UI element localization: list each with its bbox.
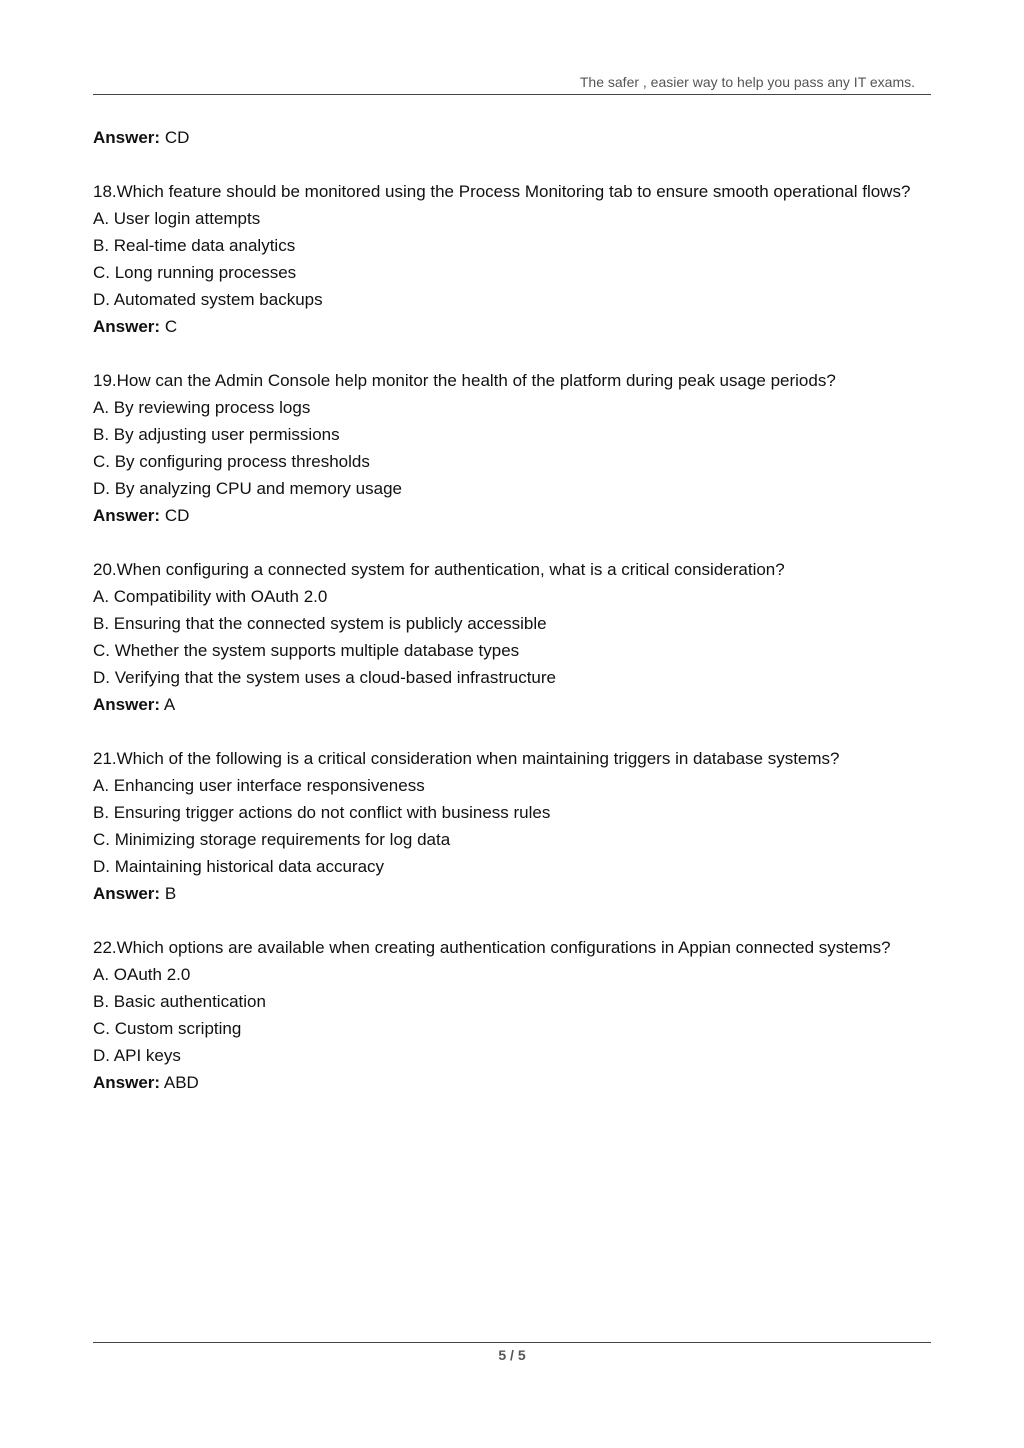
option-item: B. Ensuring trigger actions do not conflict with business rules [93,803,551,822]
option-item: A. By reviewing process logs [93,398,311,417]
answer-label: Answer: [93,695,161,714]
question-block [93,556,923,718]
question-block [93,178,923,340]
question-text: 18.Which feature should be monitored using the Process Monitoring tab to ensure smooth operational flows? [93,182,911,201]
answer-line [93,880,923,907]
answer-line [93,502,923,529]
answer-value: CD [164,506,190,525]
answer-value: C [164,317,178,336]
answer-label: Answer: [93,1073,161,1092]
option-item: A. OAuth 2.0 [93,965,191,984]
question-text: 21.Which of the following is a critical consideration when maintaining triggers in database systems? [93,749,840,768]
option-item: C. Long running processes [93,263,297,282]
option-item: C. By configuring process thresholds [93,452,370,471]
question-block [93,745,923,907]
answer-line [93,313,923,340]
page-header [93,70,931,95]
option-item: A. Enhancing user interface responsiveness [93,776,425,795]
option-item: D. Verifying that the system uses a cloud-based infrastructure [93,668,557,687]
answer-label: Answer: [93,506,161,525]
option-item: D. Automated system backups [93,290,323,309]
option-item: C. Whether the system supports multiple database types [93,641,520,660]
answer-value: CD [164,128,190,147]
option-item: D. Maintaining historical data accuracy [93,857,385,876]
answer-label: Answer: [93,128,161,147]
question-text: 20.When configuring a connected system for authentication, what is a critical consideration? [93,560,785,579]
question-text: 22.Which options are available when creating authentication configurations in Appian connected systems? [93,938,891,957]
answer-value: B [164,884,177,903]
option-item: D. By analyzing CPU and memory usage [93,479,402,498]
option-item: A. Compatibility with OAuth 2.0 [93,587,328,606]
option-item: C. Custom scripting [93,1019,242,1038]
option-item: C. Minimizing storage requirements for log data [93,830,451,849]
answer-line [93,1069,923,1096]
question-block [93,934,923,1096]
answer-label: Answer: [93,317,161,336]
answer-line [93,691,923,718]
answer-value: A [163,695,176,714]
option-item: A. User login attempts [93,209,261,228]
answer-label: Answer: [93,884,161,903]
page-number: 5 / 5 [498,1347,526,1363]
option-item: D. API keys [93,1046,181,1065]
question-text: 19.How can the Admin Console help monitor the health of the platform during peak usage periods? [93,371,836,390]
header-tagline: The safer , easier way to help you pass any IT exams. [579,74,915,90]
option-item: B. Ensuring that the connected system is publicly accessible [93,614,547,633]
answer-value: ABD [163,1073,199,1092]
question-block [93,367,923,529]
answer-line [93,124,923,151]
option-item: B. Basic authentication [93,992,266,1011]
option-item: B. Real-time data analytics [93,236,296,255]
option-item: B. By adjusting user permissions [93,425,340,444]
document-body [93,124,923,1096]
page-footer [93,1342,931,1363]
